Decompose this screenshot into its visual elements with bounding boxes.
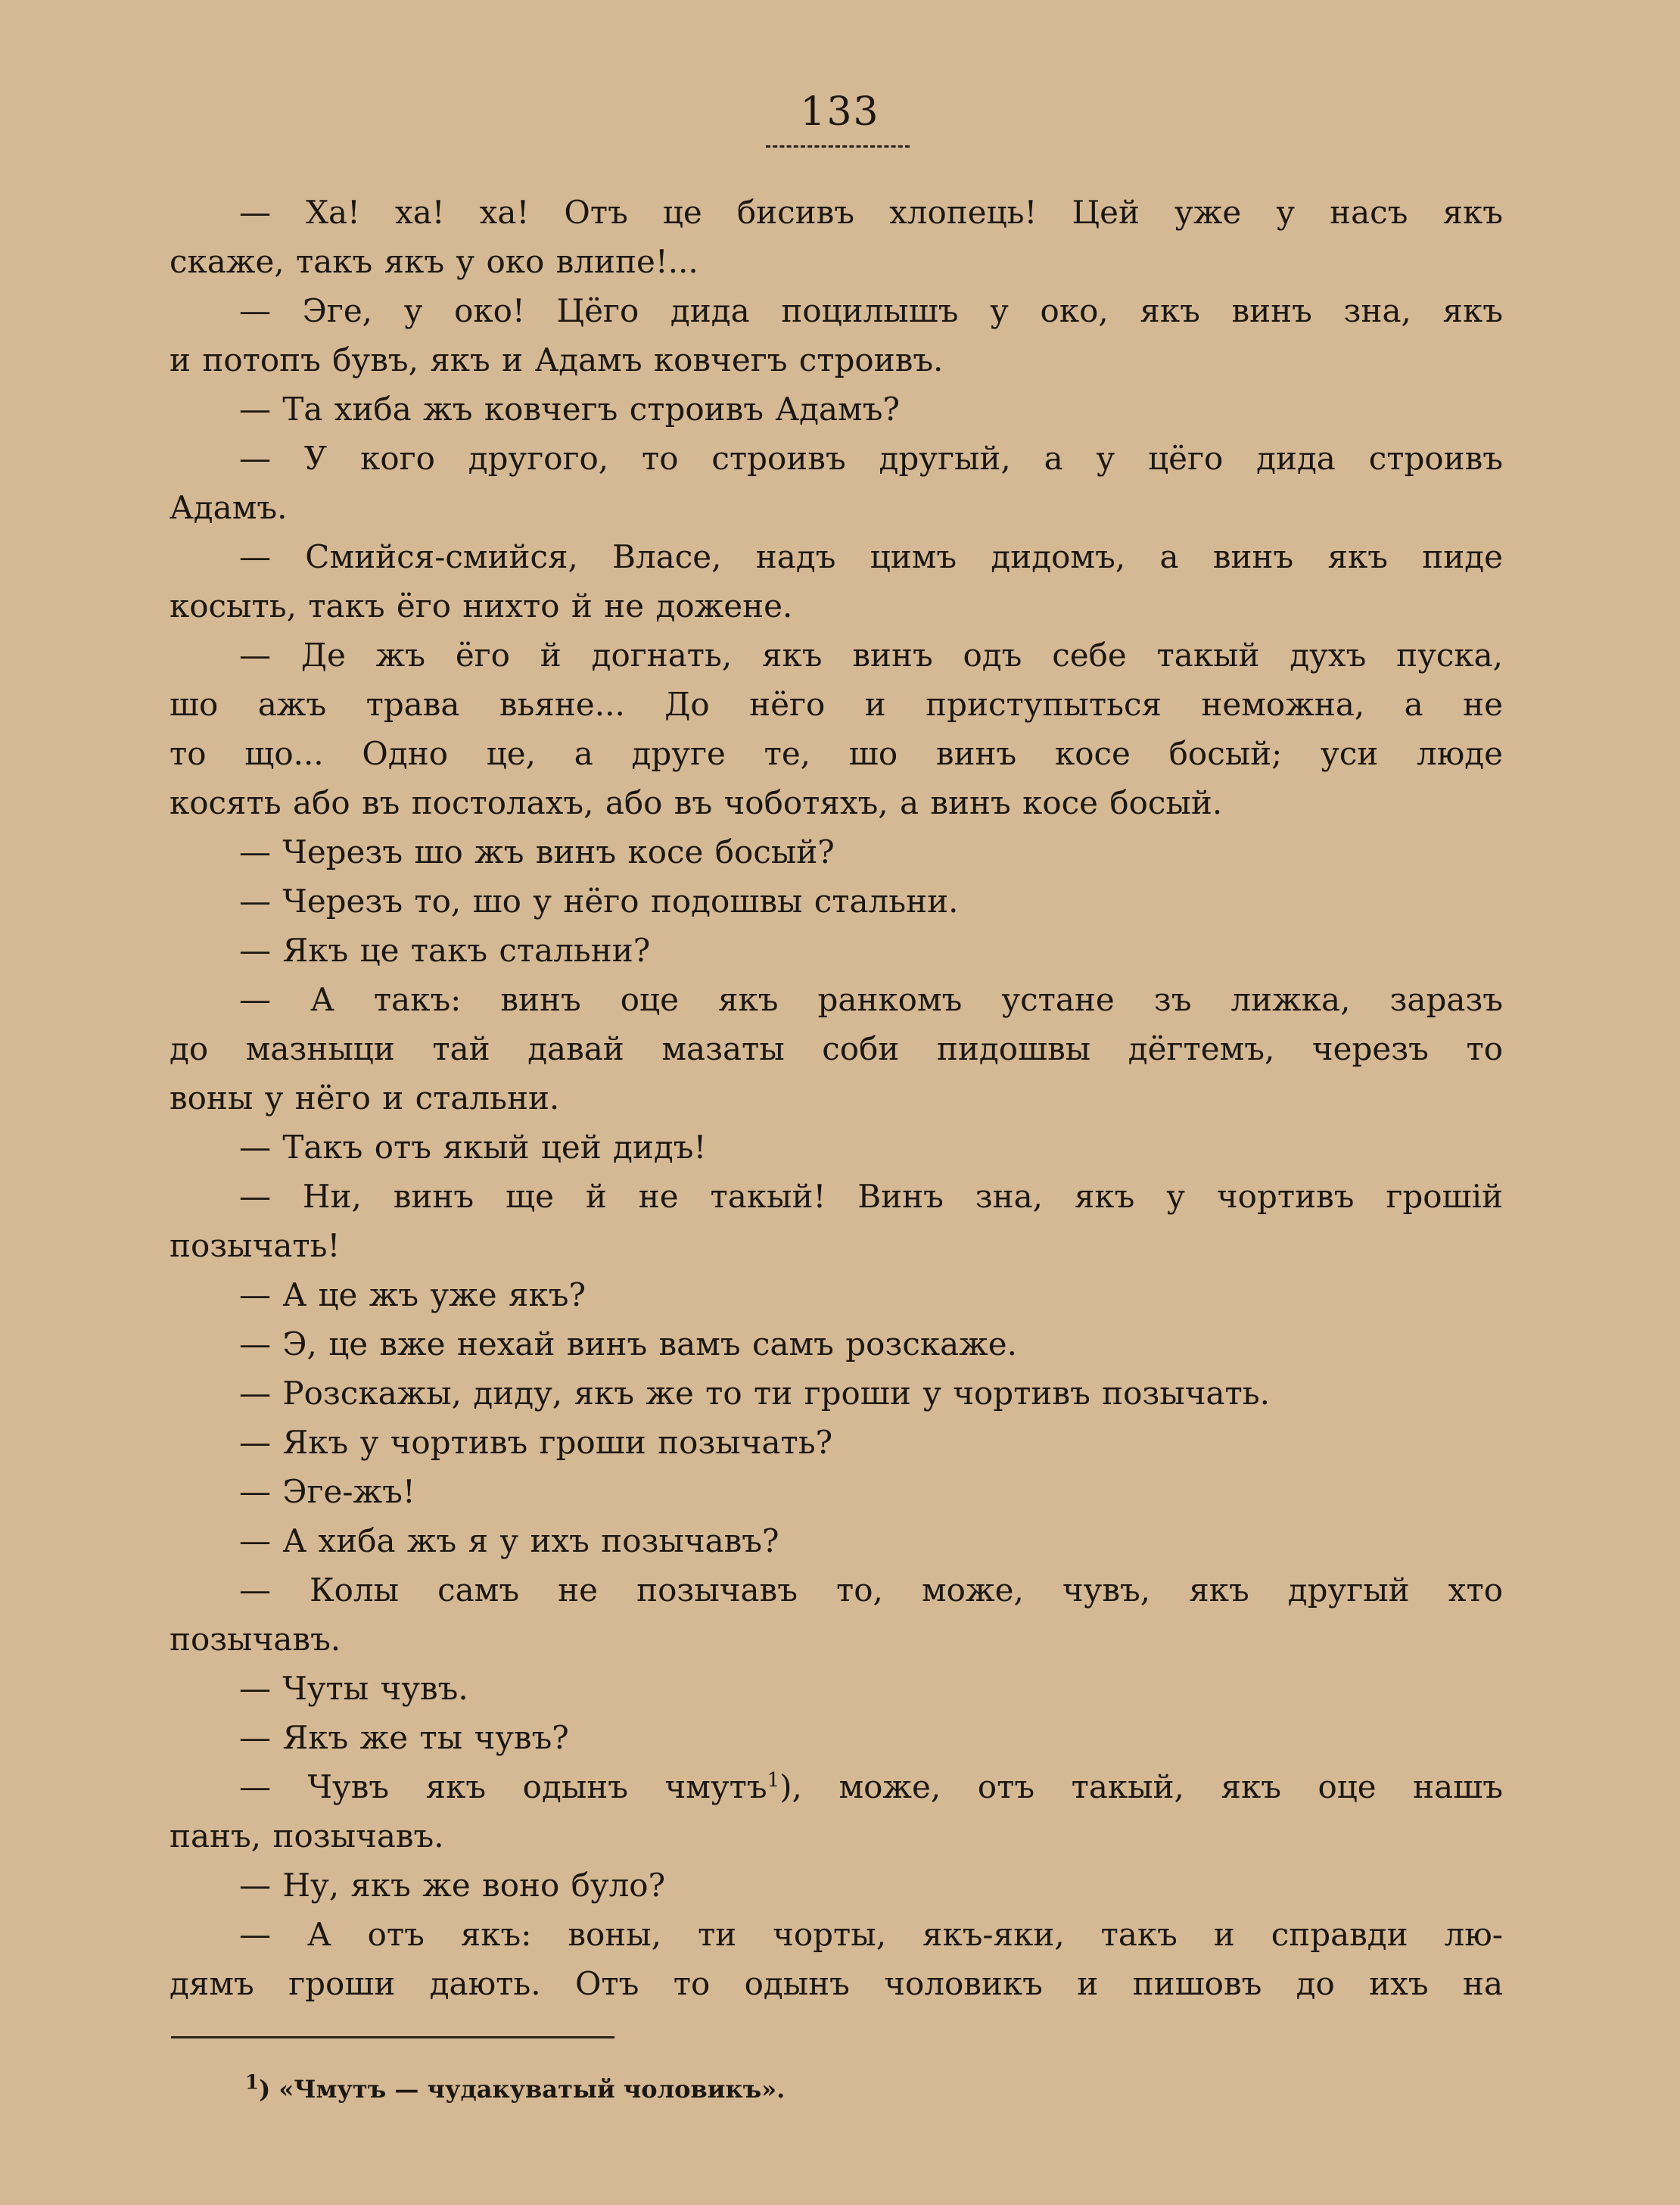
body-text	[170, 188, 1503, 2008]
text-line	[170, 581, 1503, 631]
text-line	[170, 926, 1503, 975]
text-line	[170, 532, 1503, 581]
text-line	[170, 1467, 1503, 1516]
text-line	[170, 1270, 1503, 1319]
text-line	[170, 286, 1503, 335]
page-number: 133	[800, 89, 880, 135]
text-line	[170, 1024, 1503, 1073]
text-line	[170, 385, 1503, 434]
text-line-content: — Якъ же ты чувъ?	[239, 1719, 569, 1756]
text-line-continuation: ), може, отъ такый, якъ оце нашъ	[779, 1768, 1503, 1805]
text-line-content: косыть, такъ ёго нихто й не дожене.	[170, 587, 793, 624]
text-line-content: — А такъ: винъ оце якъ ранкомъ устане зъ лижка, заразъ	[239, 981, 1503, 1018]
text-line-content: и потопъ бувъ, якъ и Адамъ ковчегъ строивъ.	[170, 341, 944, 378]
text-line	[170, 1762, 1503, 1811]
text-line-content: — Якъ у чортивъ гроши позычать?	[239, 1424, 833, 1461]
text-line-content: — Смийся-смийся, Власе, надъ цимъ дидомъ, а винъ якъ пиде	[239, 538, 1503, 575]
text-line	[170, 1664, 1503, 1713]
text-line	[170, 680, 1503, 729]
text-line-content: — А хиба жъ я у ихъ позычавъ?	[239, 1522, 779, 1559]
text-line	[170, 1418, 1503, 1467]
text-line	[170, 1073, 1503, 1123]
text-line-content: то що... Одно це, а друге те, шо винъ косе босый; уси люде	[170, 735, 1503, 772]
text-line	[170, 1123, 1503, 1172]
text-line-content: — У кого другого, то строивъ другый, а у цёго дида строивъ	[239, 440, 1503, 477]
text-line	[170, 1221, 1503, 1270]
text-line	[170, 1565, 1503, 1615]
text-line	[170, 1713, 1503, 1762]
text-line	[170, 877, 1503, 926]
page-number-rule	[766, 145, 910, 148]
text-line	[170, 631, 1503, 680]
text-line-content: — Эге, у око! Цёго дида поцилышъ у око, якъ винъ зна, якъ	[239, 292, 1503, 329]
text-line	[170, 434, 1503, 483]
text-line-content: шо ажъ трава вьяне... До нёго и приступыться неможна, а не	[170, 686, 1503, 723]
text-line-content: — Колы самъ не позычавъ то, може, чувъ, якъ другый хто	[239, 1571, 1503, 1609]
text-line	[170, 1319, 1503, 1369]
text-line	[170, 729, 1503, 778]
text-line-content: — Такъ отъ якый цей дидъ!	[239, 1129, 707, 1166]
text-line-content: — А це жъ уже якъ?	[239, 1276, 586, 1313]
text-line-content: — Та хиба жъ ковчегъ строивъ Адамъ?	[239, 391, 900, 428]
text-line-content: косять або въ постолахъ, або въ чоботяхъ, а винъ косе босый.	[170, 784, 1223, 821]
text-line-content: панъ, позычавъ.	[170, 1817, 444, 1855]
text-line-content: — Чувъ якъ одынъ чмутъ	[239, 1768, 767, 1805]
text-line	[170, 1516, 1503, 1565]
text-line	[170, 975, 1503, 1024]
text-line-content: — Черезъ шо жъ винъ косе босый?	[239, 833, 835, 870]
text-line-content: — Якъ це такъ стальни?	[239, 932, 651, 969]
text-line	[170, 483, 1503, 532]
text-line	[170, 1861, 1503, 1910]
text-line	[170, 827, 1503, 877]
text-line-content: — Черезъ то, шо у нёго подошвы стальни.	[239, 883, 959, 920]
footnote-marker: 1	[245, 2071, 260, 2094]
text-line-content: — Ни, винъ ще й не такый! Винъ зна, якъ у чортивъ грошій	[239, 1178, 1503, 1215]
text-line	[170, 778, 1503, 827]
footnote	[245, 2071, 786, 2104]
text-line-content: воны у нёго и стальни.	[170, 1079, 560, 1117]
footnote-rule	[171, 2036, 614, 2038]
text-line	[170, 1615, 1503, 1664]
text-line-content: — Де жъ ёго й догнать, якъ винъ одъ себе такый духъ пуска,	[239, 637, 1503, 674]
text-line-content: — Ну, якъ же воно було?	[239, 1867, 666, 1904]
text-line	[170, 1910, 1503, 1959]
text-line-content: позычать!	[170, 1227, 341, 1264]
text-line-content: — Эге-жъ!	[239, 1473, 415, 1510]
text-line	[170, 1959, 1503, 2008]
text-line-content: скаже, такъ якъ у око влипе!...	[170, 243, 698, 280]
text-line-content: — Ха! ха! ха! Отъ це бисивъ хлопець! Цей уже у насъ якъ	[239, 194, 1503, 231]
text-line-content: позычавъ.	[170, 1621, 341, 1658]
text-line-content: — А отъ якъ: воны, ти чорты, якъ-яки, такъ и справди лю-	[239, 1916, 1503, 1953]
text-line	[170, 1811, 1503, 1861]
text-line-content: дямъ гроши дають. Отъ то одынъ чоловикъ и пишовъ до ихъ на	[170, 1965, 1503, 2002]
text-line-content: Адамъ.	[170, 489, 288, 526]
text-line-content: — Чуты чувъ.	[239, 1670, 468, 1707]
text-line-content: — Розскажы, диду, якъ же то ти гроши у чортивъ позычать.	[239, 1375, 1271, 1412]
text-line	[170, 188, 1503, 237]
text-line-content: до мазныци тай давай мазаты соби пидошвы дёгтемъ, черезъ то	[170, 1030, 1503, 1067]
text-line-content: — Э, це вже нехай винъ вамъ самъ розскаже.	[239, 1325, 1017, 1363]
text-line	[170, 237, 1503, 286]
footnote-reference: 1	[767, 1769, 780, 1792]
text-line	[170, 1172, 1503, 1221]
footnote-text: ) «Чмутъ — чудакуватый чоловикъ».	[259, 2075, 786, 2104]
text-line	[170, 335, 1503, 385]
text-line	[170, 1369, 1503, 1418]
